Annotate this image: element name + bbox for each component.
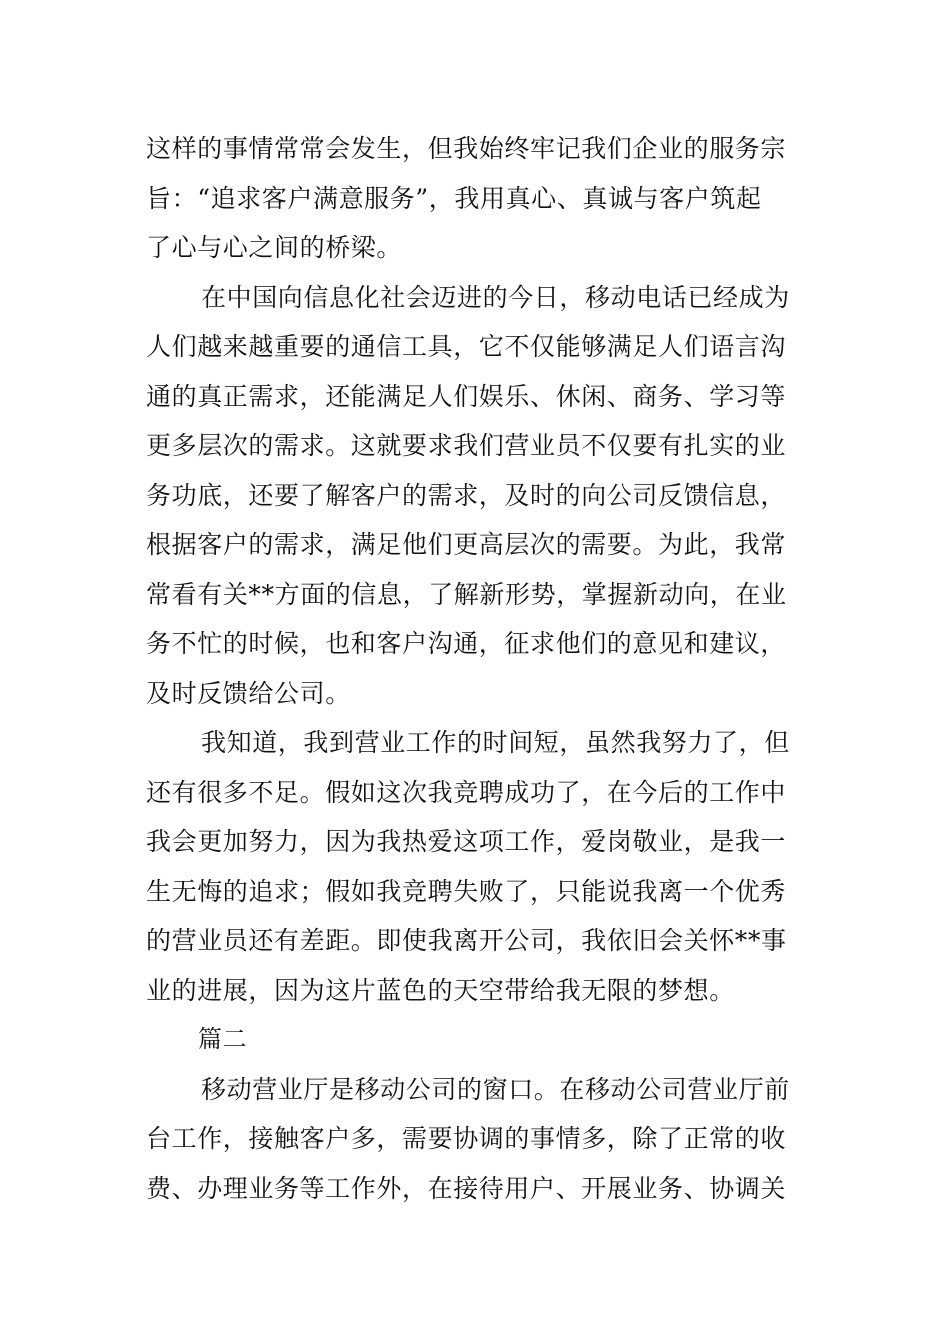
document-body: [146, 124, 808, 1213]
text-line: 务功底，还要了解客户的需求，及时的向公司反馈信息，: [146, 480, 787, 510]
text-line: 常看有关**方面的信息，了解新形势，掌握新动向，在业: [146, 579, 787, 609]
text-line: 业的进展，因为这片蓝色的天空带给我无限的梦想。: [146, 975, 735, 1005]
text-line: 我会更加努力，因为我热爱这项工作，爱岗敬业，是我一: [146, 827, 787, 856]
text-line: 更多层次的需求。这就要求我们营业员不仅要有扎实的业: [146, 431, 787, 460]
text-line: 及时反馈给公司。: [146, 678, 351, 708]
text-line: 这样的事情常常会发生，但我始终牢记我们企业的服务宗: [146, 134, 787, 163]
text-line: 务不忙的时候，也和客户沟通，征求他们的意见和建议，: [146, 629, 787, 658]
section-heading: 篇二: [198, 1025, 247, 1053]
text-line: 费、办理业务等工作外，在接待用户、开展业务、协调关: [146, 1173, 787, 1203]
text-line: 还有很多不足。假如这次我竞聘成功了，在今后的工作中: [146, 777, 787, 807]
text-line: 生无悔的追求；假如我竞聘失败了，只能说我离一个优秀: [146, 876, 787, 906]
text-line: 人们越来越重要的通信工具，它不仅能够满足人们语言沟: [146, 332, 787, 361]
text-line: 根据客户的需求，满足他们更高层次的需要。为此，我常: [146, 530, 787, 559]
text-line: 通的真正需求，还能满足人们娱乐、休闲、商务、学习等: [146, 381, 787, 411]
paragraph-first-line: 我知道，我到营业工作的时间短，虽然我努力了，但: [201, 728, 790, 757]
paragraph-first-line: 移动营业厅是移动公司的窗口。在移动公司营业厅前: [201, 1074, 790, 1104]
text-line: 台工作，接触客户多，需要协调的事情多，除了正常的收: [146, 1124, 787, 1153]
text-line: 了心与心之间的桥梁。: [146, 233, 403, 262]
text-line: 旨：“追求客户满意服务”，我用真心、真诚与客户筑起: [146, 183, 762, 213]
text-line: 的营业员还有差距。即使我离开公司，我依旧会关怀**事: [146, 926, 787, 955]
paragraph-first-line: 在中国向信息化社会迈进的今日，移动电话已经成为: [201, 282, 790, 312]
